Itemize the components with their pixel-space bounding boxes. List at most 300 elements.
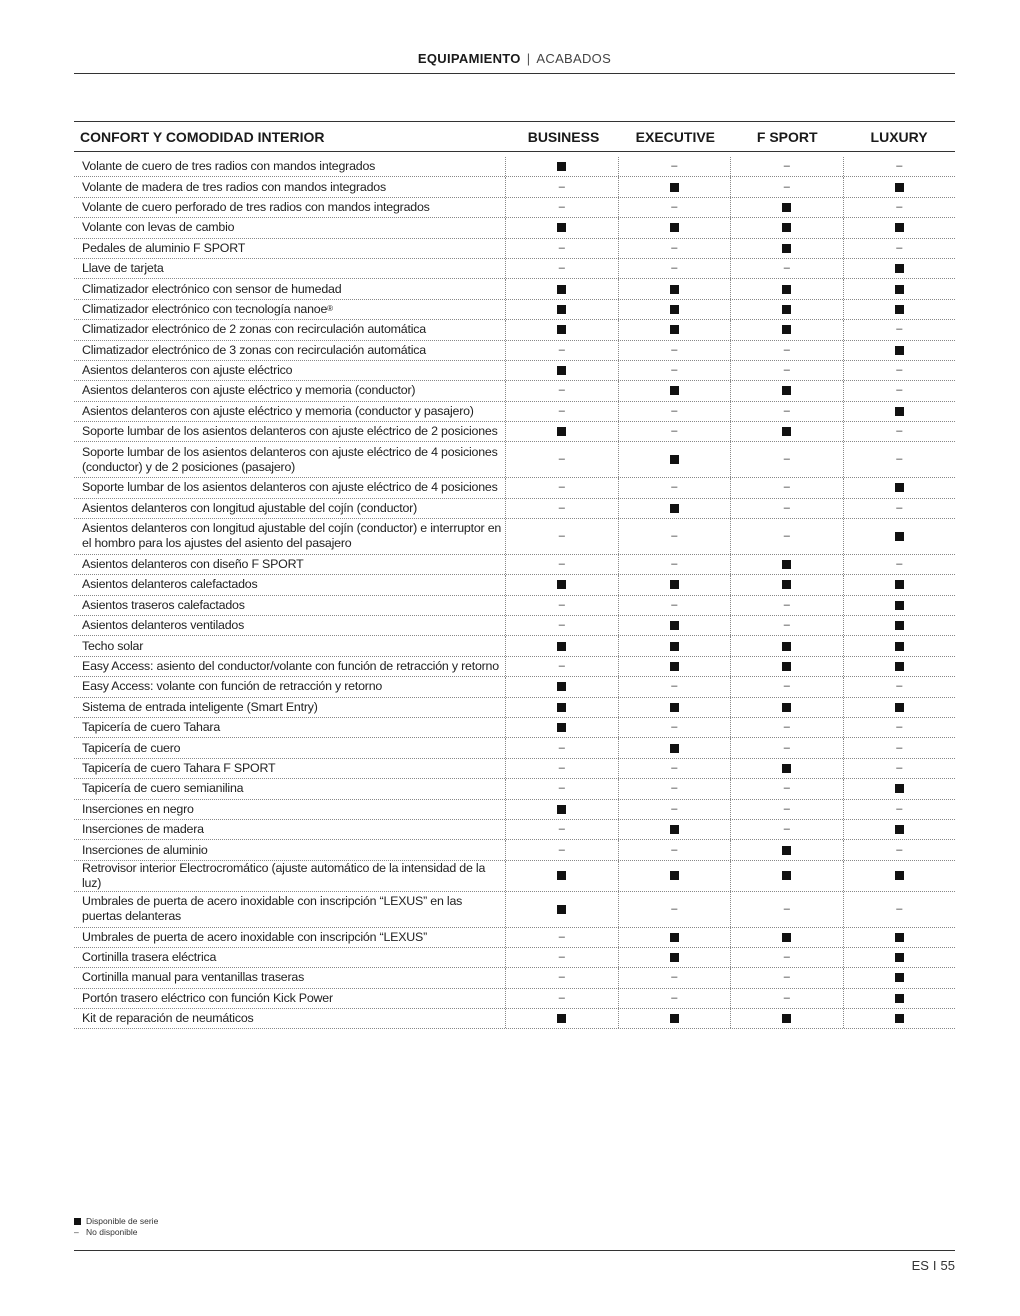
cell-fsport-standard [731,555,843,574]
filled-square-icon [670,455,679,464]
cell-business-unavailable: – [506,442,618,477]
filled-square-icon [557,703,566,712]
filled-square-icon [557,366,566,375]
filled-square-icon [895,825,904,834]
cell-fsport-standard [731,636,843,655]
filled-square-icon [895,662,904,671]
cell-business-standard [506,300,618,319]
cell-fsport-standard [731,381,843,400]
cell-business-unavailable: – [506,555,618,574]
cell-business-unavailable: – [506,381,618,400]
filled-square-icon [895,933,904,942]
cell-luxury-standard [844,989,955,1008]
cell-fsport-standard [731,928,843,947]
filled-square-icon [782,560,791,569]
cell-business-unavailable: – [506,759,618,778]
filled-square-icon [782,285,791,294]
filled-square-icon [895,264,904,273]
table-row [74,575,955,595]
cell-business-standard [506,800,618,819]
cell-fsport-unavailable: – [731,402,843,421]
cell-business-unavailable: – [506,177,618,196]
row-label: Soporte lumbar de los asientos delanteros con ajuste eléctrico de 2 posiciones [74,422,506,441]
cell-executive-unavailable: – [619,989,731,1008]
filled-square-icon [895,994,904,1003]
cell-luxury-unavailable: – [896,741,903,754]
row-label: Soporte lumbar de los asientos delanteros con ajuste eléctrico de 4 posiciones [74,478,506,497]
filled-square-icon [557,805,566,814]
cell-executive-standard [619,1009,731,1028]
cell-executive-standard [619,657,731,676]
legend-item-unavailable [74,1227,158,1238]
cell-fsport-unavailable: – [731,738,843,757]
equipment-table [74,121,955,1029]
filled-square-icon [557,285,566,294]
cell-executive-unavailable: – [619,718,731,737]
filled-square-icon [557,642,566,651]
footer-divider [74,1250,955,1251]
cell-fsport-standard [731,657,843,676]
table-row [74,218,955,238]
page-lang: ES [911,1258,929,1273]
filled-square-icon [557,325,566,334]
cell-business-unavailable: – [506,198,618,217]
row-label: Easy Access: volante con función de retracción y retorno [74,677,506,696]
cell-executive-standard [619,636,731,655]
filled-square-icon [782,871,791,880]
cell-business-standard [506,636,618,655]
filled-square-icon [670,871,679,880]
cell-luxury-standard [844,478,955,497]
table-row [74,478,955,498]
cell-fsport-unavailable: – [731,519,843,554]
table-row [74,519,955,555]
cell-executive-standard [619,738,731,757]
filled-square-icon [670,386,679,395]
table-row [74,779,955,799]
cell-luxury-unavailable: – [896,364,903,377]
filled-square-icon [670,744,679,753]
cell-business-standard [506,698,618,717]
filled-square-icon [895,703,904,712]
cell-fsport-standard [731,320,843,339]
cell-executive-unavailable: – [619,759,731,778]
filled-square-icon [557,305,566,314]
table-row [74,698,955,718]
cell-luxury-unavailable: – [896,902,903,915]
filled-square-icon [782,325,791,334]
row-label: Tapicería de cuero [74,738,506,757]
cell-fsport-unavailable: – [731,779,843,798]
cell-luxury-standard [844,341,955,360]
cell-fsport-unavailable: – [731,177,843,196]
row-label: Asientos delanteros con ajuste eléctrico [74,361,506,380]
cell-luxury-standard [844,300,955,319]
filled-square-icon [895,601,904,610]
filled-square-icon [895,483,904,492]
cell-executive-unavailable: – [619,892,731,927]
cell-fsport-standard [731,759,843,778]
filled-square-icon [670,580,679,589]
table-row [74,442,955,478]
cell-luxury-unavailable: – [896,425,903,438]
filled-square-icon [895,407,904,416]
page-header [74,51,955,74]
cell-fsport-unavailable: – [731,157,843,176]
cell-luxury-standard [844,218,955,237]
cell-business-unavailable: – [506,616,618,635]
cell-executive-unavailable: – [619,157,731,176]
cell-fsport-unavailable: – [731,361,843,380]
table-row [74,198,955,218]
table-row [74,300,955,320]
legend [74,1216,158,1238]
filled-square-icon [670,825,679,834]
cell-executive-unavailable: – [619,596,731,615]
table-row [74,738,955,758]
cell-fsport-unavailable: – [731,616,843,635]
cell-business-unavailable: – [506,779,618,798]
cell-fsport-unavailable: – [731,596,843,615]
row-label: Volante de cuero de tres radios con mandos integrados [74,157,506,176]
filled-square-icon [557,427,566,436]
table-row [74,840,955,860]
filled-square-icon [782,933,791,942]
cell-executive-unavailable: – [619,779,731,798]
cell-fsport-standard [731,698,843,717]
filled-square-icon [782,846,791,855]
cell-luxury-standard [844,177,955,196]
filled-square-icon [895,580,904,589]
cell-executive-unavailable: – [619,519,731,554]
cell-luxury-standard [844,279,955,298]
filled-square-icon [557,580,566,589]
table-row [74,657,955,677]
cell-luxury-unavailable: – [896,843,903,856]
filled-square-icon [557,723,566,732]
filled-square-icon [782,642,791,651]
legend-text: Disponible de serie [86,1216,159,1226]
cell-fsport-standard [731,422,843,441]
cell-luxury-standard [844,402,955,421]
table-row [74,555,955,575]
table-row [74,616,955,636]
cell-business-unavailable: – [506,499,618,518]
row-label: Climatizador electrónico de 2 zonas con recirculación automática [74,320,506,339]
filled-square-icon [895,532,904,541]
cell-luxury-unavailable: – [896,721,903,734]
filled-square-icon [782,386,791,395]
filled-square-icon [670,933,679,942]
cell-luxury-unavailable: – [896,558,903,571]
table-row [74,677,955,697]
cell-fsport-unavailable: – [731,677,843,696]
cell-fsport-standard [731,840,843,859]
cell-luxury-standard [844,657,955,676]
filled-square-icon [895,953,904,962]
cell-executive-unavailable: – [619,422,731,441]
cell-business-standard [506,422,618,441]
cell-business-standard [506,718,618,737]
cell-luxury-standard [844,1009,955,1028]
row-label: Asientos delanteros con ajuste eléctrico y memoria (conductor y pasajero) [74,402,506,421]
filled-square-icon [895,642,904,651]
filled-square-icon [670,504,679,513]
row-label: Inserciones de madera [74,820,506,839]
filled-square-icon [782,764,791,773]
row-label: Umbrales de puerta de acero inoxidable con inscripción “LEXUS” [74,928,506,947]
filled-square-icon [670,285,679,294]
table-row [74,177,955,197]
cell-executive-unavailable: – [619,840,731,859]
cell-luxury-unavailable: – [896,200,903,213]
cell-executive-unavailable: – [619,555,731,574]
row-label: Tapicería de cuero Tahara [74,718,506,737]
filled-square-icon [782,305,791,314]
table-row [74,759,955,779]
table-row [74,861,955,892]
cell-executive-standard [619,948,731,967]
cell-executive-unavailable: – [619,800,731,819]
row-label: Pedales de aluminio F SPORT [74,239,506,258]
cell-fsport-unavailable: – [731,968,843,987]
row-label: Umbrales de puerta de acero inoxidable con inscripción “LEXUS” en las puertas delanteras [74,892,506,927]
filled-square-icon [670,703,679,712]
filled-square-icon [557,223,566,232]
cell-fsport-standard [731,300,843,319]
row-label: Soporte lumbar de los asientos delanteros con ajuste eléctrico de 4 posiciones (conductor) y de 2 posiciones (pasajero) [74,442,506,477]
cell-executive-unavailable: – [619,677,731,696]
table-row [74,259,955,279]
cell-business-unavailable: – [506,478,618,497]
cell-business-standard [506,279,618,298]
row-label: Asientos delanteros con ajuste eléctrico y memoria (conductor) [74,381,506,400]
table-body [74,157,955,1029]
table-row [74,968,955,988]
filled-square-icon [557,682,566,691]
cell-business-standard [506,361,618,380]
cell-luxury-standard [844,820,955,839]
filled-square-icon [782,427,791,436]
cell-executive-standard [619,177,731,196]
cell-business-unavailable: – [506,928,618,947]
cell-executive-standard [619,861,731,891]
cell-fsport-standard [731,279,843,298]
cell-executive-unavailable: – [619,402,731,421]
filled-square-icon [782,580,791,589]
cell-executive-standard [619,698,731,717]
filled-square-icon [557,905,566,914]
table-title: CONFORT Y COMODIDAD INTERIOR [80,128,325,145]
cell-executive-standard [619,616,731,635]
cell-fsport-unavailable: – [731,948,843,967]
cell-business-unavailable: – [506,596,618,615]
column-header-luxury: LUXURY [870,128,928,145]
cell-fsport-standard [731,198,843,217]
table-row [74,499,955,519]
cell-luxury-unavailable: – [896,384,903,397]
cell-business-unavailable: – [506,402,618,421]
filled-square-icon [782,244,791,253]
cell-executive-unavailable: – [619,259,731,278]
cell-fsport-unavailable: – [731,820,843,839]
row-label: Asientos delanteros con longitud ajustable del cojín (conductor) e interruptor en el hombro para los ajustes del asiento del pasajero [74,519,506,554]
cell-business-standard [506,320,618,339]
cell-luxury-unavailable: – [896,761,903,774]
cell-luxury-standard [844,779,955,798]
row-label: Volante con levas de cambio [74,218,506,237]
cell-executive-standard [619,279,731,298]
filled-square-icon [74,1218,86,1225]
cell-fsport-unavailable: – [731,478,843,497]
column-header-business: BUSINESS [527,128,600,145]
filled-square-icon [895,784,904,793]
column-header-executive: EXECUTIVE [635,128,716,145]
legend-item-standard [74,1216,158,1227]
row-label: Kit de reparación de neumáticos [74,1009,506,1028]
table-row [74,596,955,616]
cell-fsport-unavailable: – [731,892,843,927]
row-label: Tapicería de cuero semianilina [74,779,506,798]
filled-square-icon [670,223,679,232]
row-label: Retrovisor interior Electrocromático (ajuste automático de la intensidad de la luz) [74,861,506,891]
cell-fsport-standard [731,575,843,594]
cell-fsport-unavailable: – [731,718,843,737]
cell-executive-standard [619,300,731,319]
filled-square-icon [670,183,679,192]
page-number [912,1258,955,1273]
table-header [74,122,955,152]
cell-fsport-standard [731,239,843,258]
cell-executive-standard [619,218,731,237]
table-row [74,157,955,177]
filled-square-icon [782,1014,791,1023]
cell-executive-unavailable: – [619,239,731,258]
row-label: Volante de cuero perforado de tres radios con mandos integrados [74,198,506,217]
cell-luxury-standard [844,928,955,947]
table-row [74,928,955,948]
row-label: Llave de tarjeta [74,259,506,278]
filled-square-icon [895,223,904,232]
table-row [74,800,955,820]
cell-fsport-unavailable: – [731,442,843,477]
filled-square-icon [670,953,679,962]
row-label: Climatizador electrónico con sensor de humedad [74,279,506,298]
cell-luxury-unavailable: – [896,323,903,336]
filled-square-icon [895,305,904,314]
cell-fsport-unavailable: – [731,989,843,1008]
header-separator: | [526,51,531,66]
filled-square-icon [782,223,791,232]
cell-business-standard [506,677,618,696]
cell-fsport-unavailable: – [731,341,843,360]
cell-executive-unavailable: – [619,198,731,217]
cell-business-unavailable: – [506,820,618,839]
filled-square-icon [782,703,791,712]
filled-square-icon [557,162,566,171]
filled-square-icon [895,1014,904,1023]
cell-business-unavailable: – [506,989,618,1008]
filled-square-icon [670,305,679,314]
cell-luxury-unavailable: – [896,802,903,815]
table-row [74,1009,955,1029]
cell-luxury-standard [844,575,955,594]
cell-executive-standard [619,320,731,339]
cell-executive-unavailable: – [619,968,731,987]
cell-executive-standard [619,575,731,594]
cell-executive-standard [619,820,731,839]
filled-square-icon [895,183,904,192]
cell-luxury-standard [844,616,955,635]
row-label: Climatizador electrónico de 3 zonas con recirculación automática [74,341,506,360]
cell-fsport-unavailable: – [731,259,843,278]
table-row [74,892,955,928]
table-row [74,636,955,656]
table-row [74,239,955,259]
cell-luxury-unavailable: – [896,453,903,466]
row-label: Asientos traseros calefactados [74,596,506,615]
cell-luxury-standard [844,698,955,717]
page-separator: I [932,1258,937,1273]
cell-business-unavailable: – [506,259,618,278]
cell-business-unavailable: – [506,738,618,757]
table-row [74,989,955,1009]
row-label: Asientos delanteros calefactados [74,575,506,594]
cell-business-unavailable: – [506,968,618,987]
cell-executive-unavailable: – [619,361,731,380]
legend-text: No disponible [86,1227,138,1237]
filled-square-icon [782,662,791,671]
row-label: Volante de madera de tres radios con mandos integrados [74,177,506,196]
table-row [74,422,955,442]
table-row [74,341,955,361]
table-row [74,381,955,401]
filled-square-icon [895,973,904,982]
page-value: 55 [940,1258,955,1273]
filled-square-icon [670,621,679,630]
cell-business-unavailable: – [506,948,618,967]
filled-square-icon [895,346,904,355]
row-label: Techo solar [74,636,506,655]
cell-business-unavailable: – [506,519,618,554]
cell-luxury-standard [844,259,955,278]
filled-square-icon [895,871,904,880]
filled-square-icon [670,642,679,651]
cell-fsport-unavailable: – [731,800,843,819]
row-label: Inserciones de aluminio [74,840,506,859]
cell-luxury-standard [844,636,955,655]
cell-luxury-standard [844,948,955,967]
header-subsection: ACABADOS [536,51,612,66]
cell-business-unavailable: – [506,239,618,258]
cell-luxury-unavailable: – [896,241,903,254]
cell-executive-unavailable: – [619,341,731,360]
table-row [74,718,955,738]
table-row [74,948,955,968]
filled-square-icon [557,1014,566,1023]
filled-square-icon [670,662,679,671]
row-label: Inserciones en negro [74,800,506,819]
cell-luxury-unavailable: – [896,160,903,173]
filled-square-icon [895,285,904,294]
filled-square-icon [670,1014,679,1023]
cell-business-standard [506,892,618,927]
row-label: Tapicería de cuero Tahara F SPORT [74,759,506,778]
cell-business-unavailable: – [506,840,618,859]
table-row [74,361,955,381]
table-row [74,320,955,340]
row-label: Cortinilla manual para ventanillas traseras [74,968,506,987]
